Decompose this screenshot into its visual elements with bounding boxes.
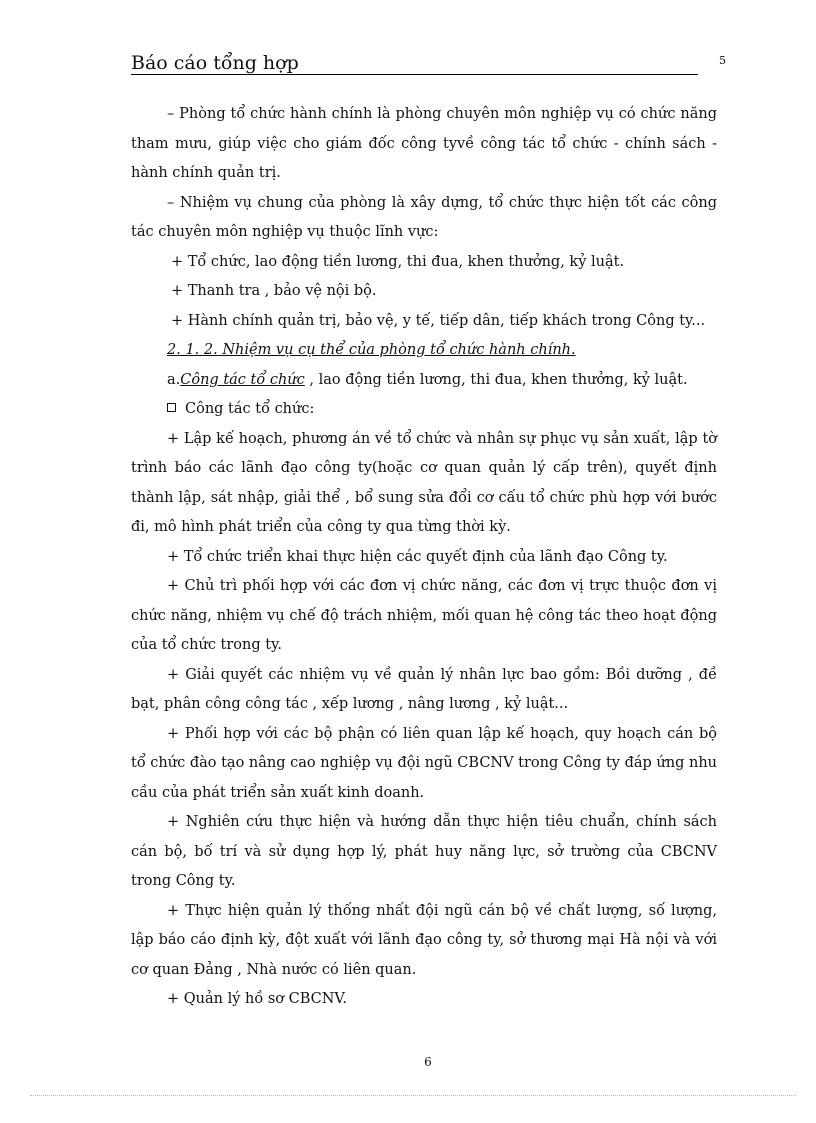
duty-item: + Thực hiện quản lý thống nhất đội ngũ cán bộ về chất lượng, số lượng, lập báo cáo định kỳ, đột xuất với lãnh đạo công ty, sở thương mại Hà nội và với cơ quan Đảng , Nhà nước có liên quan. [131, 902, 717, 978]
document-body [131, 100, 717, 1015]
box-bullet-label: Công tác tổ chức: [185, 401, 315, 417]
footer-page-number: 6 [424, 1055, 432, 1069]
subsection-a [131, 366, 717, 396]
subsection-a-prefix: a. [167, 371, 181, 388]
section-heading: 2. 1. 2. Nhiệm vụ cụ thể của phòng tổ chức hành chính. [167, 342, 576, 358]
duty-item: + Phối hợp với các bộ phận có liên quan lập kế hoạch, quy hoạch cán bộ tổ chức đào tạo nâng cao nghiệp vụ đội ngũ CBCNV trong Công ty đáp ứng nhu cầu của phát triển sản xuất kinh doanh. [131, 725, 717, 801]
duty-item: + Nghiên cứu thực hiện và hướng dẫn thực hiện tiêu chuẩn, chính sách cán bộ, bố trí và sử dụng hợp lý, phát huy năng lực, sở trường của CBCNV trong Công ty. [131, 814, 717, 889]
bullet-item: + Tổ chức, lao động tiền lương, thi đua, khen thưởng, kỷ luật. [171, 253, 625, 270]
paragraph-general-duties: – Nhiệm vụ chung của phòng là xây dựng, tổ chức thực hiện tốt các công tác chuyên môn nghiệp vụ thuộc lĩnh vực: [131, 194, 717, 240]
duty-item: + Chủ trì phối hợp với các đơn vị chức năng, các đơn vị trực thuộc đơn vị chức năng, nhiệm vụ chế độ trách nhiệm, mối quan hệ công tác theo hoạt động của tổ chức trong ty. [131, 578, 717, 653]
header-page-number: 5 [719, 54, 726, 67]
subsection-a-rest: , lao động tiền lương, thi đua, khen thưởng, kỷ luật. [304, 371, 688, 388]
duty-item: + Tổ chức triển khai thực hiện các quyết định của lãnh đạo Công ty. [167, 548, 668, 565]
bullet-item: + Hành chính quản trị, bảo vệ, y tế, tiếp dân, tiếp khách trong Công ty... [171, 312, 706, 329]
square-bullet-icon [167, 403, 176, 412]
duty-item: + Giải quyết các nhiệm vụ về quản lý nhân lực bao gồm: Bồi dưỡng , đề bạt, phân công công tác , xếp lương , nâng lương , kỷ luật... [131, 666, 717, 712]
bullet-item: + Thanh tra , bảo vệ nội bộ. [171, 283, 377, 299]
document-header-title: Báo cáo tổng hợp [131, 52, 299, 74]
paragraph-role: – Phòng tổ chức hành chính là phòng chuyên môn nghiệp vụ có chức năng tham mưu, giúp việc cho giám đốc công tyvề công tác tổ chức - chính sách - hành chính quản trị. [131, 106, 717, 181]
header-rule [131, 74, 698, 75]
box-bullet-item [131, 395, 717, 425]
page-bottom-rule [30, 1095, 796, 1096]
duty-item: + Quản lý hồ sơ CBCNV. [167, 991, 347, 1007]
duty-item: + Lập kế hoạch, phương án về tổ chức và nhân sự phục vụ sản xuất, lập tờ trình báo các lãnh đạo công ty(hoặc cơ quan quản lý cấp trên), quyết định thành lập, sát nhập, giải thể , bổ sung sửa đổi cơ cấu tổ chức phù hợp với bước đi, mô hình phát triển của công ty qua từng thời kỳ. [131, 430, 717, 535]
subsection-a-title: Công tác tổ chức [180, 371, 305, 388]
